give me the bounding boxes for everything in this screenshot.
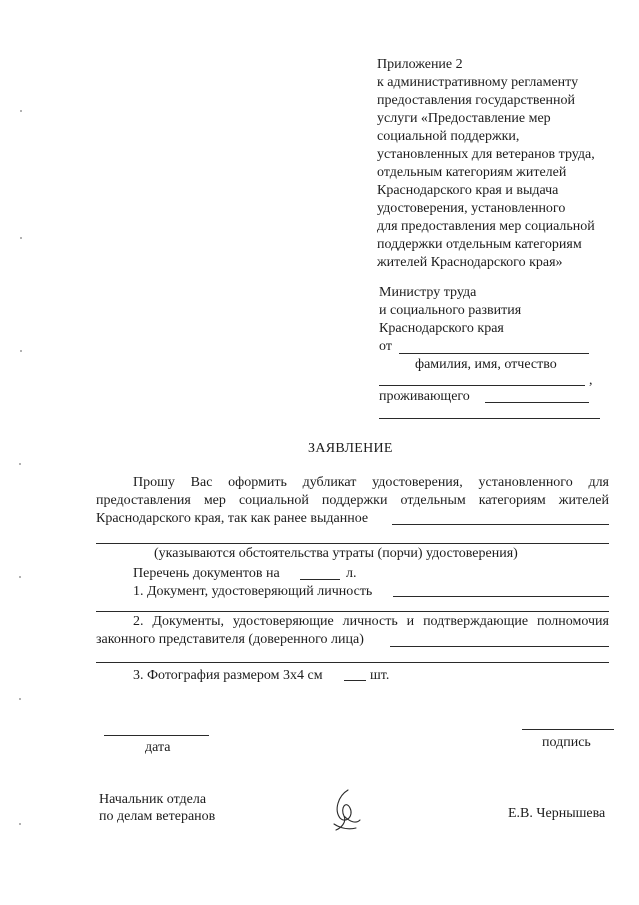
comma: ,: [589, 373, 593, 388]
item-1-continuation-line[interactable]: [96, 611, 609, 612]
appendix-line: отдельным категориям жителей: [377, 165, 567, 180]
appendix-line: установленных для ветеранов труда,: [377, 147, 595, 162]
position-title-cont: по делам ветеранов: [99, 809, 216, 824]
addressee-line: и социального развития: [379, 303, 522, 318]
scan-speck: [19, 463, 21, 465]
photo-count-field[interactable]: [344, 680, 366, 681]
request-text-line: Прошу Вас оформить дубликат удостоверения, установленного для: [133, 475, 609, 490]
request-text-line: предоставления мер социальной поддержки отдельным категориям жителей: [96, 493, 609, 508]
appendix-line: социальной поддержки,: [377, 129, 520, 144]
residence-continuation-line[interactable]: [379, 418, 600, 419]
appendix-line: к административному регламенту: [377, 75, 579, 90]
residing-label: проживающего: [379, 389, 470, 404]
scan-speck: [20, 237, 22, 239]
appendix-line: предоставления государственной: [377, 93, 576, 108]
addressee-line: Министру труда: [379, 285, 477, 300]
docs-count-field[interactable]: [300, 579, 340, 580]
name-continuation-line[interactable]: [379, 385, 585, 386]
reason-field-line[interactable]: [392, 524, 609, 525]
scan-speck: [20, 350, 22, 352]
scan-speck: [20, 110, 22, 112]
item-1-label: 1. Документ, удостоверяющий личность: [133, 584, 373, 599]
name-caption: фамилия, имя, отчество: [415, 357, 557, 372]
date-label: дата: [145, 740, 171, 755]
residence-field-line[interactable]: [485, 402, 589, 403]
item-3-suffix: шт.: [370, 668, 390, 683]
document-title: ЗАЯВЛЕНИЕ: [308, 441, 393, 456]
appendix-line: удостоверения, установленного: [377, 201, 566, 216]
docs-count-suffix: л.: [346, 566, 357, 581]
appendix-line: Приложение 2: [377, 57, 463, 72]
appendix-line: услуги «Предоставление мер: [377, 111, 551, 126]
handwritten-signature-icon: [326, 784, 366, 836]
item-1-field-line[interactable]: [393, 596, 609, 597]
reason-continuation-line[interactable]: [96, 543, 609, 544]
signature-field-line[interactable]: [522, 729, 614, 730]
item-3-prefix: 3. Фотография размером 3х4 см: [133, 668, 323, 683]
item-2-label-cont: законного представителя (доверенного лица): [96, 632, 364, 647]
position-title: Начальник отдела: [99, 792, 207, 807]
appendix-line: жителей Краснодарского края»: [377, 255, 563, 270]
item-2-field-line[interactable]: [390, 646, 609, 647]
scan-speck: [19, 823, 21, 825]
appendix-line: поддержки отдельным категориям: [377, 237, 582, 252]
name-field-line[interactable]: [399, 353, 589, 354]
request-text-line: Краснодарского края, так как ранее выданное: [96, 511, 369, 526]
appendix-line: Краснодарского края и выдача: [377, 183, 559, 198]
appendix-line: для предоставления мер социальной: [377, 219, 595, 234]
date-field-line[interactable]: [104, 735, 209, 736]
docs-count-prefix: Перечень документов на: [133, 566, 280, 581]
signature-label: подпись: [542, 735, 591, 750]
loss-caption: (указываются обстоятельства утраты (порчи) удостоверения): [154, 546, 518, 561]
item-2-label: 2. Документы, удостоверяющие личность и подтверждающие полномочия: [133, 614, 609, 629]
item-2-continuation-line[interactable]: [96, 662, 609, 663]
scan-speck: [19, 698, 21, 700]
from-label: от: [379, 339, 392, 354]
addressee-line: Краснодарского края: [379, 321, 504, 336]
scan-speck: [19, 576, 21, 578]
signer-name: Е.В. Чернышева: [508, 806, 606, 821]
